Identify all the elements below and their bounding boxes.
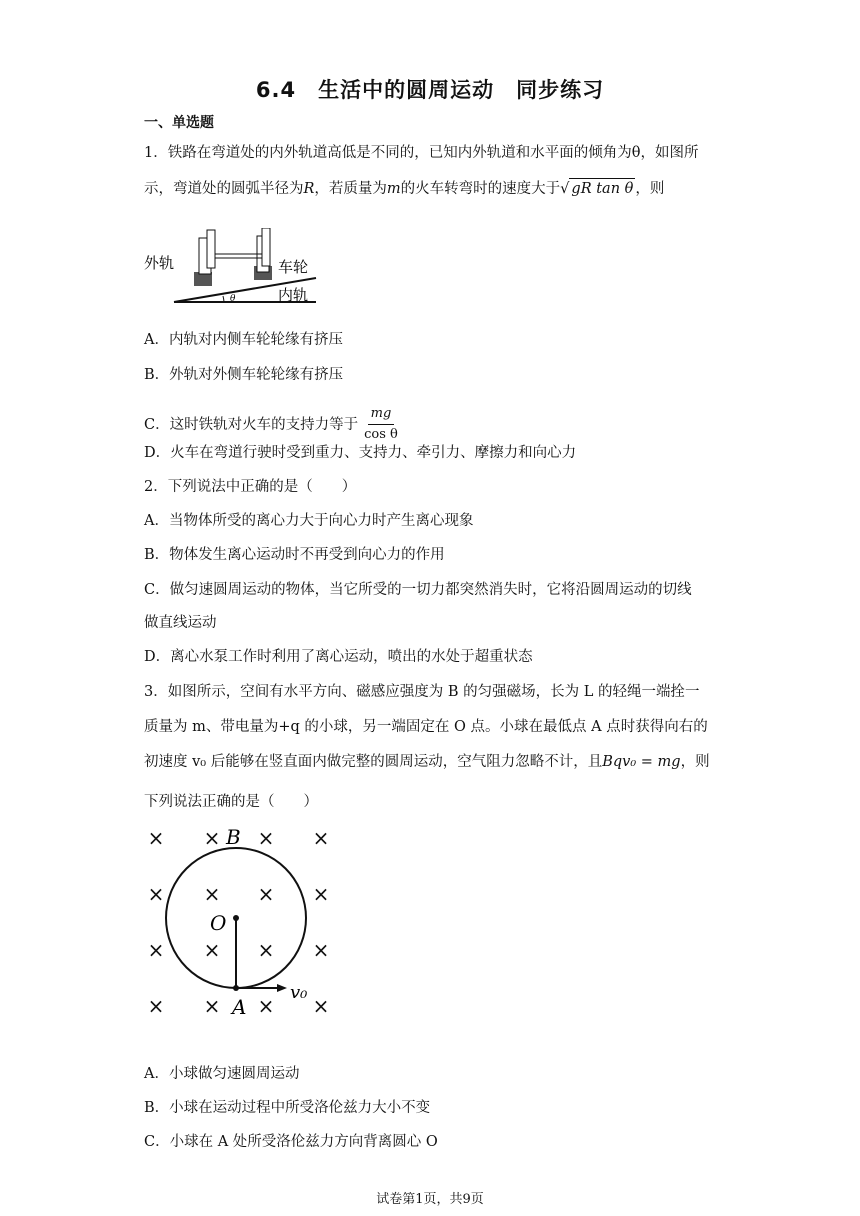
svg-text:×: × — [312, 994, 330, 1018]
q1-option-b: B．外轨对外侧车轮轮缘有挤压 — [144, 367, 344, 383]
q1-text-b: ，若质量为 — [314, 181, 387, 197]
q3-fig-o-label: O — [210, 911, 227, 935]
svg-text:×: × — [203, 826, 221, 850]
q3-stem-line4: 下列说法正确的是（ ） — [144, 794, 318, 810]
q1-option-c — [144, 404, 401, 445]
q1-rail-figure — [144, 228, 324, 308]
q1-option-c-fraction — [361, 404, 401, 445]
q3-stem-line3 — [144, 752, 710, 772]
q2-option-a: A．当物体所受的离心力大于向心力时产生离心现象 — [144, 513, 474, 529]
svg-text:×: × — [203, 994, 221, 1018]
q2-option-d: D．离心水泵工作时利用了离心运动，喷出的水处于超重状态 — [144, 649, 533, 665]
q3-option-b: B．小球在运动过程中所受洛伦兹力大小不变 — [144, 1100, 431, 1116]
svg-text:×: × — [203, 938, 221, 962]
q3-text-b: ，则 — [680, 754, 710, 770]
svg-text:×: × — [312, 938, 330, 962]
q1-text-d: ，则 — [635, 181, 665, 197]
svg-text:×: × — [147, 938, 165, 962]
q3-stem-line2: 质量为 m、带电量为+q 的小球，另一端固定在 O 点。小球在最低点 A 点时获得向右的 — [144, 719, 708, 735]
q3-fig-a-label: A — [232, 995, 247, 1019]
q3-stem-line1: 3．如图所示，空间有水平方向、磁感应强度为 B 的匀强磁场，长为 L 的轻绳一端拴一 — [144, 684, 700, 700]
q2-option-c-line2: 做直线运动 — [144, 615, 217, 631]
q3-equation: Bqv₀ = mg — [602, 754, 681, 770]
svg-text:×: × — [257, 938, 275, 962]
svg-text:×: × — [257, 882, 275, 906]
q1-option-a: A．内轨对内侧车轮轮缘有挤压 — [144, 332, 343, 348]
svg-text:×: × — [257, 826, 275, 850]
q1-option-d: D．火车在弯道行驶时受到重力、支持力、牵引力、摩擦力和向心力 — [144, 445, 577, 461]
svg-text:×: × — [147, 826, 165, 850]
q3-fig-b-label: B — [226, 825, 241, 849]
q1-fig-outer-rail: 外轨 — [144, 254, 175, 272]
q1-frac-num: mg — [368, 404, 395, 425]
svg-text:×: × — [312, 826, 330, 850]
svg-text:×: × — [257, 994, 275, 1018]
q1-var-r: R — [303, 181, 315, 197]
q2-option-c-line1: C．做匀速圆周运动的物体，当它所受的一切力都突然消失时，它将沿圆周运动的切线 — [144, 582, 692, 598]
svg-text:×: × — [312, 882, 330, 906]
q3-option-c: C．小球在 A 处所受洛伦兹力方向背离圆心 O — [144, 1134, 438, 1150]
q2-option-b: B．物体发生离心运动时不再受到向心力的作用 — [144, 547, 445, 563]
q1-stem-line1: 1．铁路在弯道处的内外轨道高低是不同的，已知内外轨道和水平面的倾角为θ，如图所 — [144, 145, 699, 161]
q3-option-a: A．小球做匀速圆周运动 — [144, 1066, 300, 1082]
svg-text:×: × — [147, 994, 165, 1018]
page-title: 6.4 生活中的圆周运动 同步练习 — [255, 78, 605, 102]
q1-fig-wheel: 车轮 — [278, 258, 309, 276]
section-heading: 一、单选题 — [144, 115, 214, 131]
q1-text-c: 的火车转弯时的速度大于 — [400, 181, 561, 197]
q1-frac-den: cos θ — [364, 427, 398, 442]
q1-sqrt-expression: gR tan θ — [569, 178, 635, 199]
q1-stem-line2: 示，弯道处的圆弧半径为R，若质量为m的火车转弯时的速度大于√ gR tan θ ，则 — [144, 178, 664, 199]
q3-fig-v0-label: v₀ — [290, 982, 308, 1003]
q3-text-a: 初速度 v₀ 后能够在竖直面内做完整的圆周运动，空气阻力忽略不计，且 — [144, 754, 603, 770]
q2-stem: 2．下列说法中正确的是（ ） — [144, 479, 357, 495]
q1-fig-inner-rail: 内轨 — [278, 286, 309, 304]
q1-option-c-text: C．这时铁轨对火车的支持力等于 — [144, 416, 359, 433]
q1-fig-theta: θ — [230, 294, 236, 304]
svg-text:×: × — [203, 882, 221, 906]
q3-magnetic-field-figure — [144, 822, 344, 1022]
page-footer: 试卷第1页，共9页 — [376, 1192, 484, 1207]
q1-var-m: m — [386, 181, 401, 197]
q1-text-a: 示，弯道处的圆弧半径为 — [144, 181, 304, 197]
svg-text:×: × — [147, 882, 165, 906]
